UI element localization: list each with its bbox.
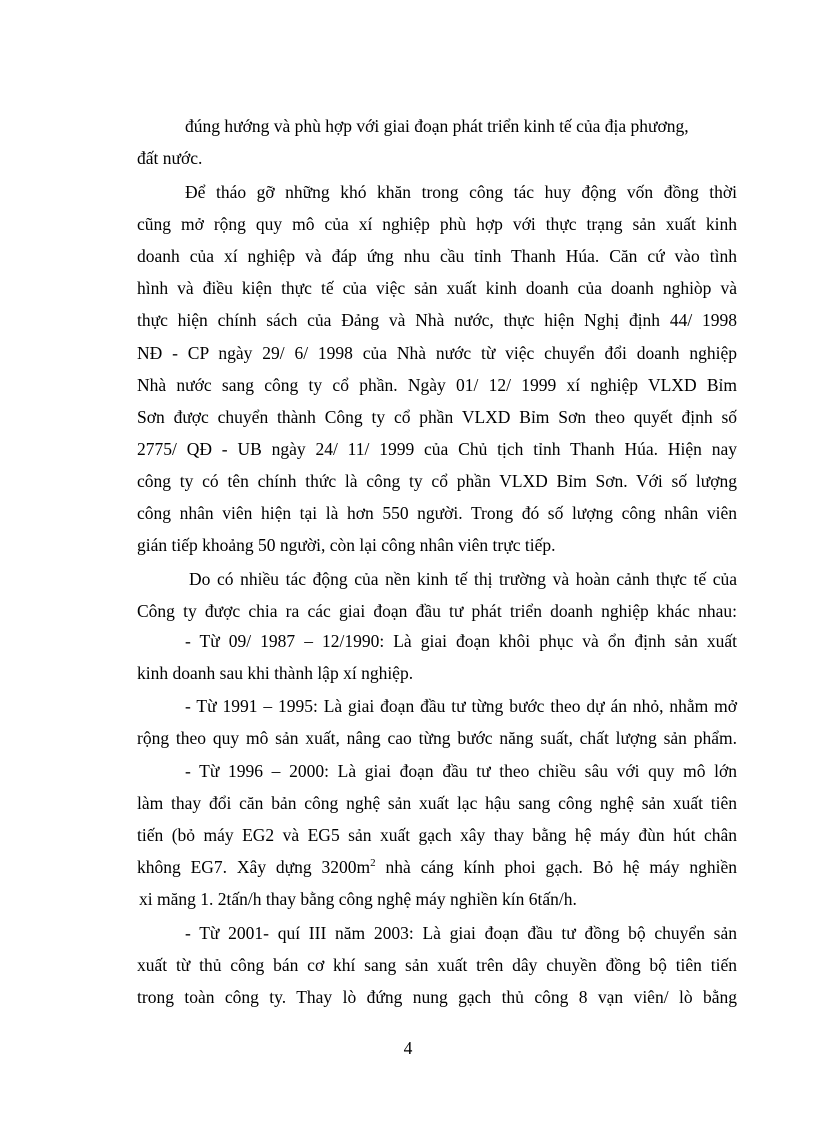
text-fragment: không EG7. Xây dựng 3200m xyxy=(137,857,371,877)
text-line: - Từ 1991 – 1995: Là giai đoạn đầu tư từng bước theo dự án nhỏ, nhằm mở xyxy=(185,696,737,716)
text-line: rộng theo quy mô sản xuất, nâng cao từng bước năng suất, chất lượng sản phẩm. xyxy=(137,728,737,748)
text-line: xi măng 1. 2tấn/h thay bằng công nghệ máy nghiền kín 6tấn/h. xyxy=(139,889,577,909)
text-line: Sơn được chuyển thành Công ty cổ phần VLXD Bỉm Sơn theo quyết định số xyxy=(137,407,737,427)
text-fragment: nhà cáng kính phoi gạch. Bỏ hệ máy nghiền xyxy=(385,857,737,877)
superscript: 2 xyxy=(370,857,376,869)
text-line: Công ty được chia ra các giai đoạn đầu tư phát triển doanh nghiệp khác nhau: xyxy=(137,601,737,621)
text-line: NĐ - CP ngày 29/ 6/ 1998 của Nhà nước từ việc chuyển đổi doanh nghiệp xyxy=(137,343,737,363)
text-line: hình và điều kiện thực tế của việc sản xuất kinh doanh của doanh nghiòp và xyxy=(137,278,737,298)
text-line: trong toàn công ty. Thay lò đứng nung gạch thủ công 8 vạn viên/ lò bằng xyxy=(137,987,737,1007)
text-line: gián tiếp khoảng 50 người, còn lại công nhân viên trực tiếp. xyxy=(137,535,556,555)
text-line: đúng hướng và phù hợp với giai đoạn phát triển kinh tế của địa phương, xyxy=(185,116,689,136)
text-line: doanh của xí nghiệp và đáp ứng nhu cầu tỉnh Thanh Húa. Căn cứ vào tình xyxy=(137,246,737,266)
text-line: thực hiện chính sách của Đảng và Nhà nước, thực hiện Nghị định 44/ 1998 xyxy=(137,310,737,330)
text-line: Do có nhiều tác động của nền kinh tế thị trường và hoàn cảnh thực tế của xyxy=(189,569,737,589)
text-line: công nhân viên hiện tại là hơn 550 người. Trong đó số lượng công nhân viên xyxy=(137,503,737,523)
text-line: làm thay đổi căn bản công nghệ sản xuất lạc hậu sang công nghệ sản xuất tiên xyxy=(137,793,737,813)
text-line: - Từ 2001- quí III năm 2003: Là giai đoạn đầu tư đồng bộ chuyển sản xyxy=(185,923,737,943)
text-line: 2775/ QĐ - UB ngày 24/ 11/ 1999 của Chủ tịch tỉnh Thanh Húa. Hiện nay xyxy=(137,439,737,459)
text-line: xuất từ thủ công bán cơ khí sang sản xuất trên dây chuyền đồng bộ tiên tiến xyxy=(137,955,737,975)
text-line: Nhà nước sang công ty cổ phần. Ngày 01/ 12/ 1999 xí nghiệp VLXD Bỉm xyxy=(137,375,737,395)
text-line: Để tháo gỡ những khó khăn trong công tác huy động vốn đồng thời xyxy=(185,182,737,202)
text-line xyxy=(137,851,737,883)
text-line: - Từ 1996 – 2000: Là giai đoạn đầu tư theo chiều sâu với quy mô lớn xyxy=(185,761,737,781)
text-line: kinh doanh sau khi thành lập xí nghiệp. xyxy=(137,663,414,683)
page-number: 4 xyxy=(403,1038,413,1058)
text-line: tiến (bỏ máy EG2 và EG5 sản xuất gạch xây thay bằng hệ máy đùn hút chân xyxy=(137,825,737,845)
text-line: - Từ 09/ 1987 – 12/1990: Là giai đoạn khôi phục và ổn định sản xuất xyxy=(185,631,737,651)
text-line: đất nước. xyxy=(137,148,203,168)
text-line: cũng mở rộng quy mô của xí nghiệp phù hợp với thực trạng sản xuất kinh xyxy=(137,214,737,234)
text-line: công ty có tên chính thức là công ty cổ phần VLXD Bỉm Sơn. Với số lượng xyxy=(137,471,737,491)
